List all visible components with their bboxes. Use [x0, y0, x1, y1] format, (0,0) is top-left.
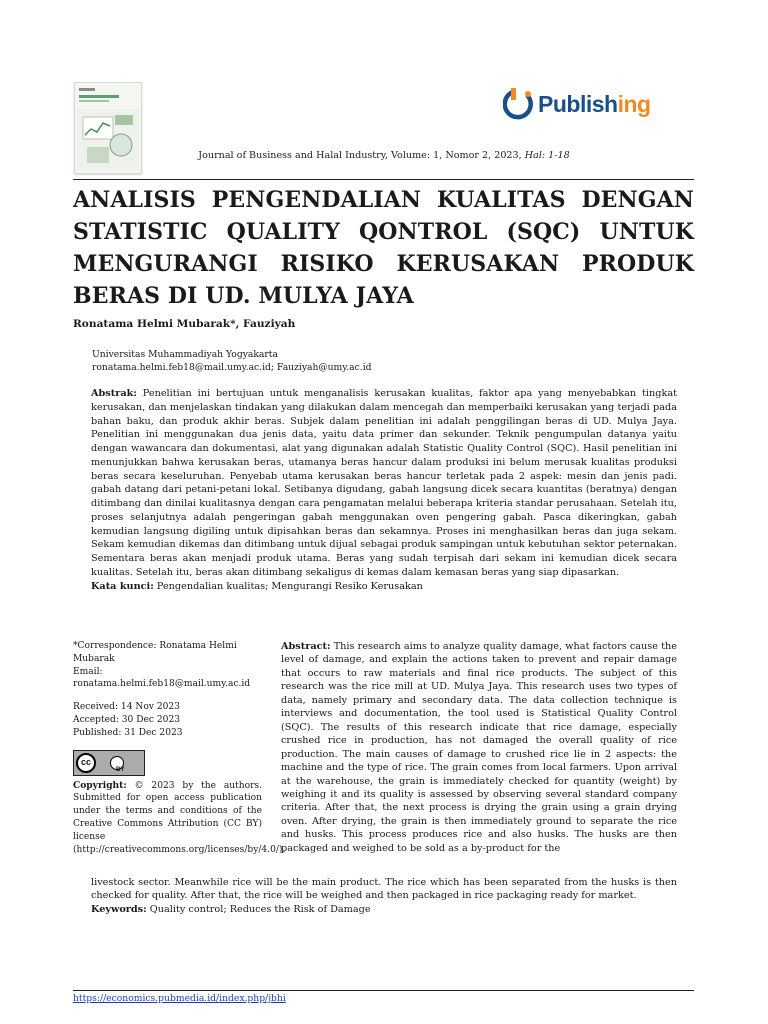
cc-icon: cc [76, 753, 96, 773]
publisher-logo-icon [503, 86, 535, 122]
abstract-label: Abstract: [281, 641, 331, 652]
keywords-line [91, 903, 677, 916]
abstrak-text: Penelitian ini bertujuan untuk menganalisis kerusakan kualitas, faktor apa yang menyebabkan tingkat kerusakan, dan menjelaskan tindakan yang dilakukan dalam mencegah dan memperbaiki kerusakan yang terjadi pada bahan baku, dan produk akhir beras. Subjek dalam penelitian ini adalah penggilingan beras di UD. Mulya Jaya. Penelitian ini menggunakan dua jenis data, yaitu data primer dan sekunder. Teknik pengumpulan datanya yaitu dengan wawancara dan dokumentasi, alat yang digunakan adalah Statistic Quality Control (SQC). Hasil penelitian ini menunjukkan bahwa kerusakan beras, utamanya beras hancur dalam produksi ini belum merusak kualitas produksi beras secara keseluruhan. Penyebab utama kerusakan beras hancur terletak pada 2 aspek: mesin dan jenis padi. gabah datang dari petani-petani lokal. Setibanya digudang, gabah langsung dicek secara kuantitas (beratnya) dengan ditimbang dan dinilai kualitasnya dengan cara pengamatan melalui beberapa kriteria standar perusahaan. Setelah itu, proses selanjutnya adalah pengeringan gabah menggunakan oven pengering gabah. Pasca dikeringkan, gabah kemudian langsung digiling untuk dipisahkan beras dan sekamnya. Proses ini menghasilkan beras dan juga sekam. Sekam kemudian dikemas dan ditimbang untuk dijual sebagai produk sampingan untuk kebutuhan sektor peternakan. Sementara beras akan menjadi produk utama. Beras yang sudah terpisah dari sekam ini kemudian dicek secara kualitas. Setelah itu, beras akan ditimbang sekaligus di kemas dalam kemasan beras yang siap dipasarkan. [91, 388, 677, 578]
publisher-logo [503, 84, 651, 124]
publisher-logo-text [538, 91, 651, 118]
abstract-text-tail: livestock sector. Meanwhile rice will be the main product. The rice which has been separated from the husks is then checked for quality. After that, the rice will be weighed and then packaged in rice packaging ready for market. [91, 877, 677, 902]
kata-kunci-label: Kata kunci: [91, 580, 154, 592]
abstract-english [281, 640, 677, 855]
correspondence-email: ronatama.helmi.feb18@mail.umy.ac.id [73, 679, 251, 690]
published-date: Published: 31 Dec 2023 [73, 727, 183, 738]
logo-text-accent: ing [617, 90, 651, 117]
abstrak-label: Abstrak: [91, 388, 137, 399]
cover-subtitle-bar [79, 100, 109, 102]
abstract-indonesian [91, 387, 677, 593]
keywords-text: Quality control; Reduces the Risk of Damage [146, 903, 371, 915]
abstrak-paragraph [91, 387, 677, 580]
paper-title: ANALISIS PENGENDALIAN KUALITAS DENGAN STATISTIC QUALITY QONTROL (SQC) UNTUK MENGURANGI RISIKO KERUSAKAN PRODUK BERAS DI UD. MULYA JAYA [73, 187, 694, 309]
correspondence-note: *Correspondence: Ronatama Helmi Mubarak [73, 641, 237, 664]
kata-kunci-line [91, 580, 677, 594]
cc-by-license-badge [73, 750, 145, 776]
email-label: Email: [73, 666, 103, 677]
accepted-date: Accepted: 30 Dec 2023 [73, 714, 181, 725]
copyright-notice [73, 779, 286, 857]
keywords-label: Keywords: [91, 903, 147, 915]
received-date: Received: 14 Nov 2023 [73, 702, 180, 713]
cover-title-bar [79, 95, 119, 98]
cover-publisher-mark [79, 88, 95, 91]
affiliation-block [92, 348, 372, 374]
article-info-sidebar [73, 640, 286, 856]
affiliation-institution: Universitas Muhammadiyah Yogyakarta [92, 349, 278, 360]
kata-kunci-text: Pengendalian kualitas; Mengurangi Resiko Kerusakan [153, 580, 423, 592]
logo-text-main: Publish [538, 90, 618, 117]
journal-url-link[interactable]: https://economics.pubmedia.id/index.php/jbhi [73, 993, 286, 1004]
affiliation-emails: ronatama.helmi.feb18@mail.umy.ac.id; Fauziyah@umy.ac.id [92, 362, 372, 373]
copyright-text: © 2023 by the authors. Submitted for open access publication under the terms and conditions of the Creative Commons Attribution (CC BY) license (http://creativecommons.org/licenses/by/4.0/). [73, 780, 286, 855]
header-divider [73, 179, 694, 180]
author-list: Ronatama Helmi Mubarak*, Fauziyah [73, 318, 296, 330]
journal-pages: Hal: 1-18 [524, 150, 570, 161]
journal-citation-line [0, 150, 768, 161]
copyright-label: Copyright: [73, 779, 127, 791]
cover-illustration [77, 109, 139, 171]
abstract-text: This research aims to analyze quality damage, what factors cause the level of damage, and explain the actions taken to prevent and repair damage that occurs to raw materials and final rice products. The subject of this research was the rice mill at UD. Mulya Jaya. This research uses two types of data, namely primary and secondary data. The data collection technique is interviews and documentation, the tool used is Statistical Quality Control (SQC). The results of this research indicate that rice damage, especially crushed rice in production, has not damaged the overall quality of rice production. The main causes of damage to crushed rice lie in 2 aspects: the machine and the type of rice. The grain comes from local farmers. Upon arrival at the warehouse, the grain is immediately checked for quantity (weight) by weighing it and its quality is assessed by observing several standard company criteria. After that, the next process is drying the grain using a grain drying oven. After drying, the grain is then immediately ground to separate the rice and husks. This process produces rice and also husks. The husks are then packaged and weighed to be sold as a by-product for the [281, 641, 677, 854]
cc-by-label: BY [116, 767, 125, 774]
journal-info: Journal of Business and Halal Industry, Volume: 1, Nomor 2, 2023, [198, 150, 525, 161]
footer-divider [73, 990, 694, 991]
abstract-english-continuation [91, 876, 677, 916]
